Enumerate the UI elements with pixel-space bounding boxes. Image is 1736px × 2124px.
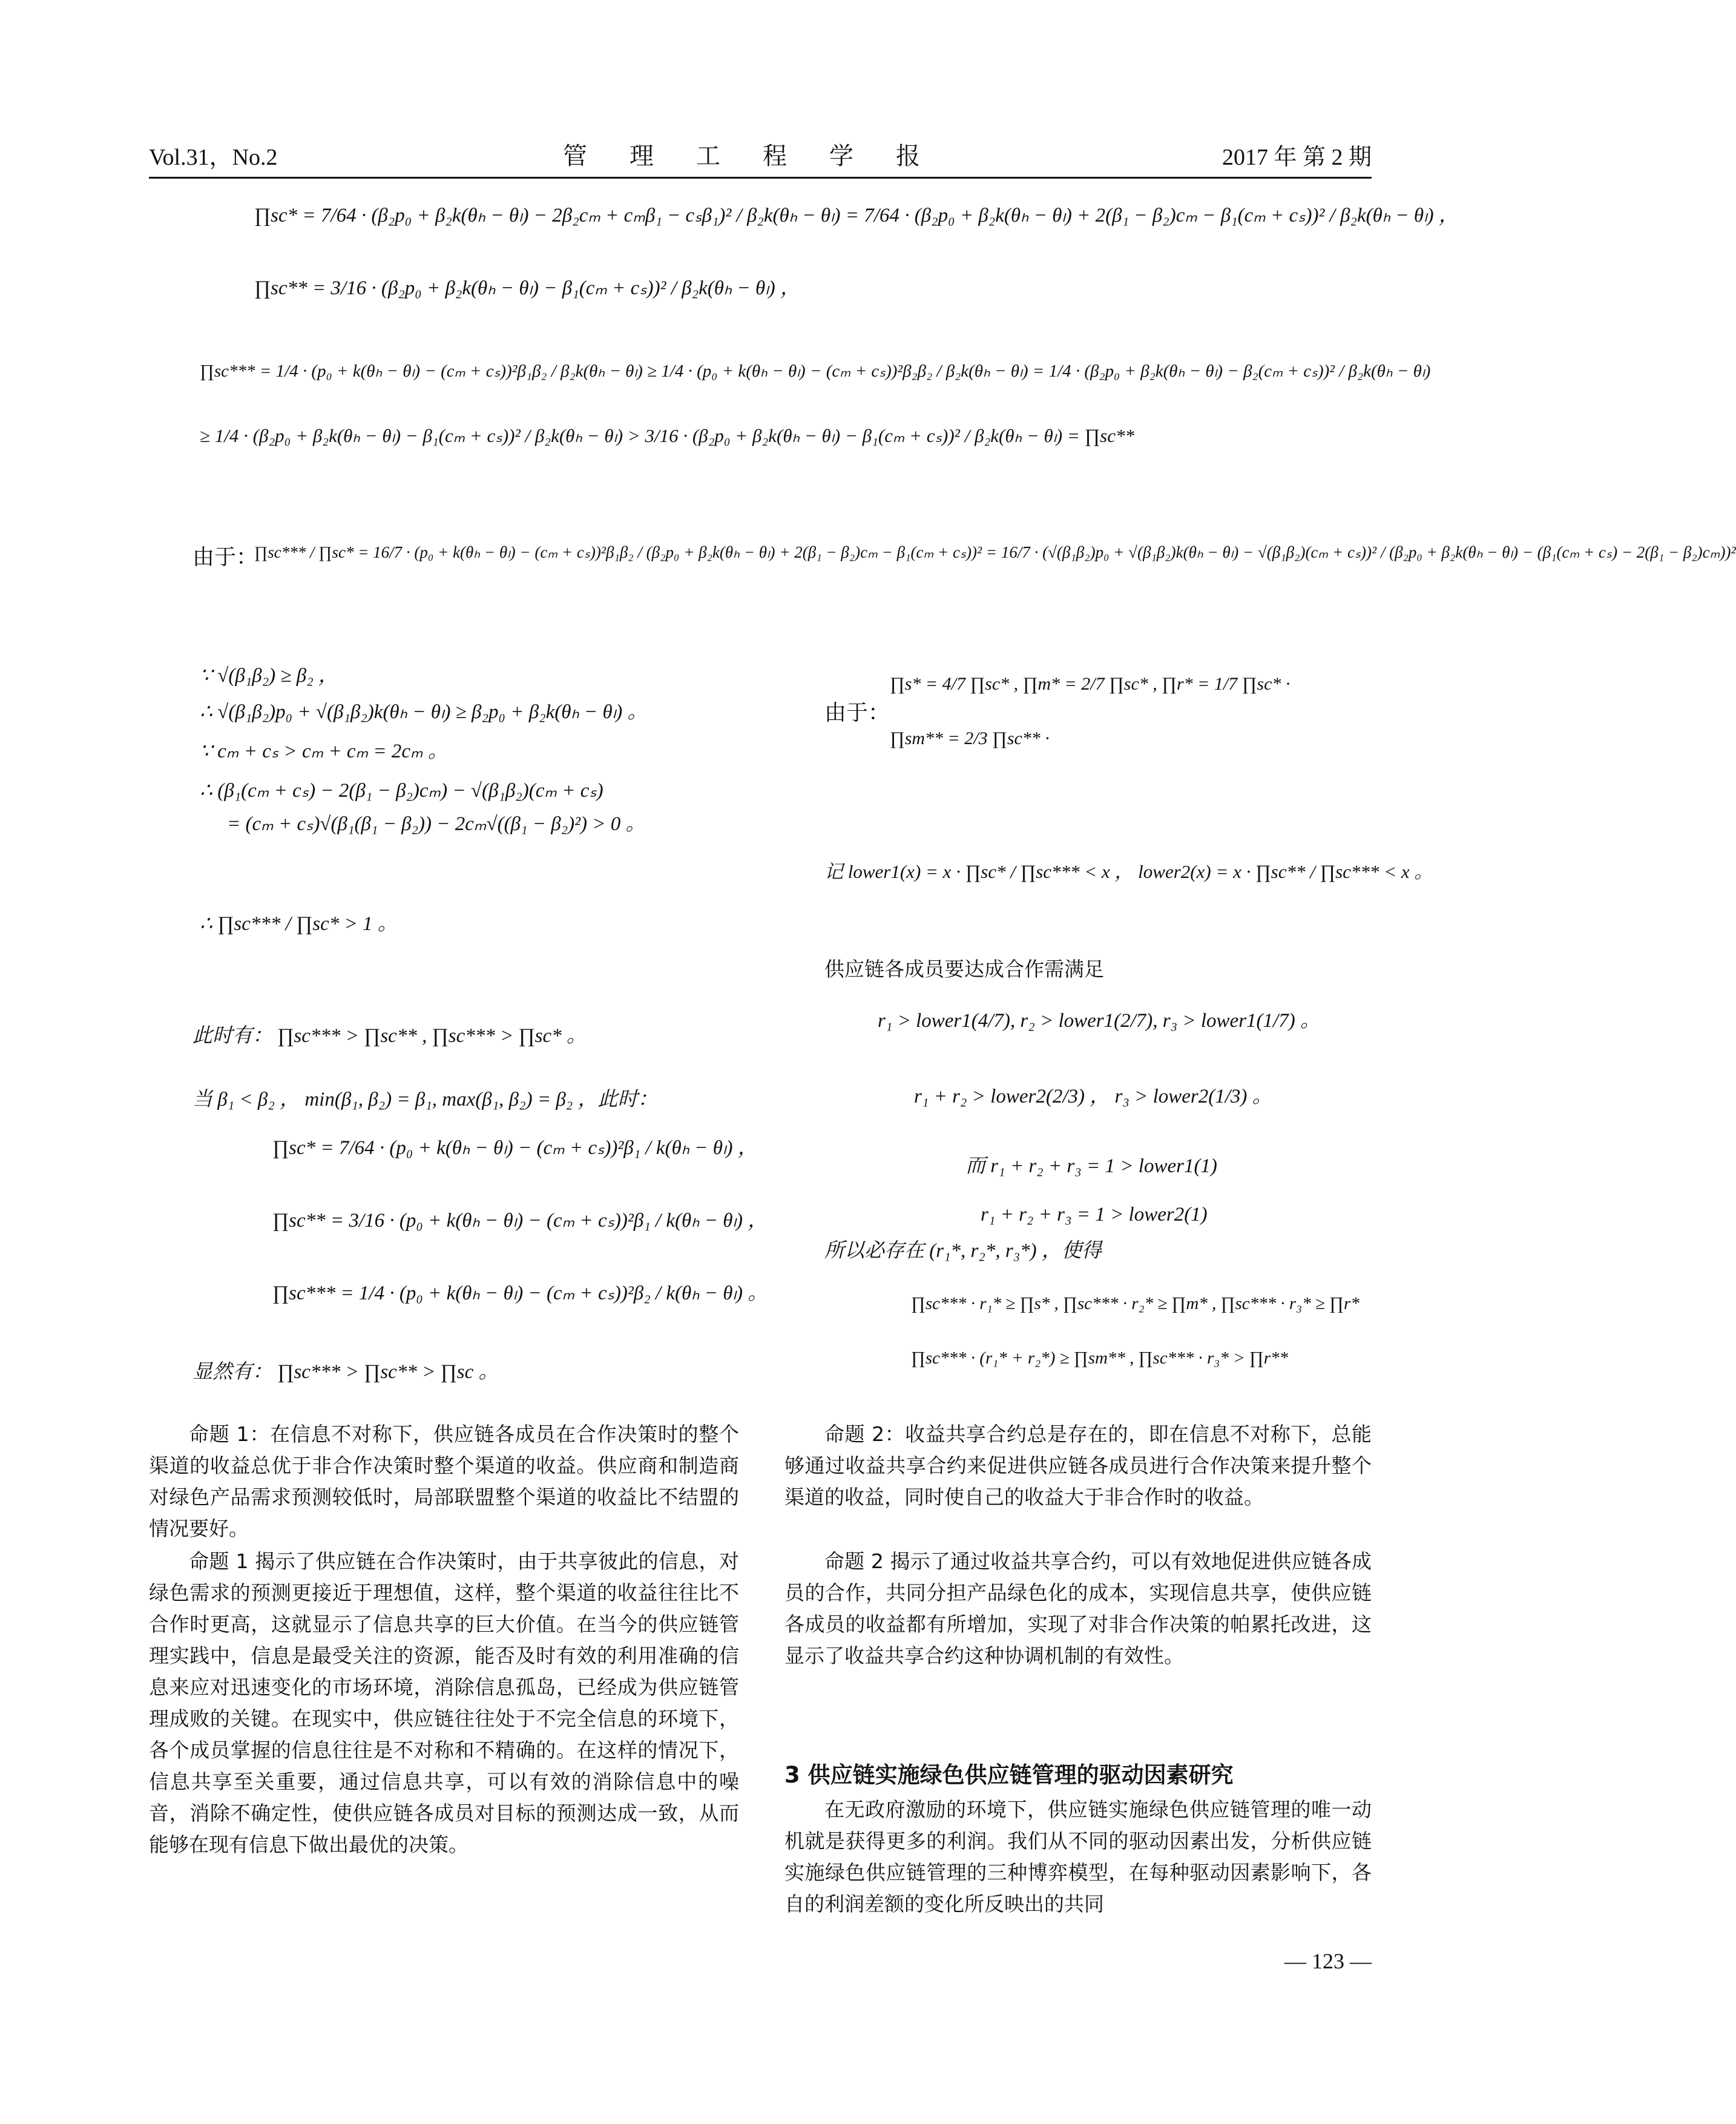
equation-because-1: ∵ √(β₁β₂) ≥ β₂ ， [200,665,338,687]
equation-therefore-2b: = (cₘ + cₛ)√(β₁(β₁ − β₂)) − 2cₘ√((β₁ − β₂)²) > 0 。 [227,813,646,835]
equation-cond-1: r₁ > lower1(4/7), r₂ > lower1(2/7), r₃ > lower1(1/7) 。 [878,1010,1320,1032]
equation-ineq-1: ∏sc*** · r₁* ≥ ∏s* , ∏sc*** · r₂* ≥ ∏m* , ∏sc*** · r₃* ≥ ∏r* [911,1294,1360,1313]
proposition-1-paragraph: 命题 1：在信息不对称下，供应链各成员在合作决策时的整个渠道的收益总优于非合作决策时整个渠道的收益。供应商和制造商对绿色产品需求预测较低时，局部联盟整个渠道的收益比不结盟的情况要好。 [149,1422,739,1540]
coop-condition-text: 供应链各成员要达成合作需满足 [824,957,1104,981]
journal-issue: 2017 年 第 2 期 [1221,145,1372,170]
equation-when: 当 β₁ < β₂ ， min(β₁, β₂) = β₁, max(β₁, β₂) = β₂ ，此时： [192,1089,658,1110]
equation-therefore-3: ∴ ∏sc*** / ∏sc* > 1 。 [200,913,398,935]
right-since-label: 由于： [824,701,890,725]
equation-ineq-2: ∏sc*** · (r₁* + r₂*) ≥ ∏sm** , ∏sc*** · r₃* > ∏r** [911,1348,1289,1368]
equation-therefore-2a: ∴ (β₁(cₘ + cₛ) − 2(β₁ − β₂)cₘ) − √(β₁β₂)(cₘ + cₛ) [200,780,603,802]
equation-pi-sc-3star-line2: ≥ 1/4 · (β₂p₀ + β₂k(θₕ − θₗ) − β₁(cₘ + cₛ))² / β₂k(θₕ − θₗ) > 3/16 · (β₂p₀ + β₂k(θₕ − θₗ) − β₁(cₘ + cₛ))² / β₂k(θₕ − θₗ) = ∏sc** [200,425,1135,446]
equation-ratio: ∏sc*** / ∏sc* = 16/7 · (p₀ + k(θₕ − θₗ) − (cₘ + cₛ))²β₁β₂ / (β₂p₀ + β₂k(θₕ − θₗ) + 2(β₁ − β₂)cₘ − β₁(cₘ + cₛ))² = 16/7 · (√(β₁β₂)p₀ + √(β₁β₂)k(θₕ − θₗ) − √(β₁β₂)(cₘ + cₛ))² / (β₂p₀ + β₂k(θₕ − θₗ) − (β₁(cₘ + cₛ) − 2(β₁ − β₂)cₘ))² [254,543,1736,561]
section-3-title: 3 供应链实施绿色供应链管理的驱动因素研究 [784,1762,1234,1788]
equation-exists: 所以必存在 (r₁*, r₂*, r₃*) ，使得 [824,1240,1102,1262]
journal-volume: Vol.31，No.2 [149,145,278,170]
equation-right-since-1: ∏s* = 4/7 ∏sc* , ∏m* = 2/7 ∏sc* , ∏r* = 1/7 ∏sc* · [890,674,1290,694]
proposition-1-discussion-paragraph: 命题 1 揭示了供应链在合作决策时，由于共享彼此的信息，对绿色需求的预测更接近于理想值，这样，整个渠道的收益往往比不合作时更高，这就显示了信息共享的巨大价值。在当今的供应链管理实践中，信息是最受关注的资源，能否及时有效的利用准确的信息来应对迅速变化的市场环境，消除信息孤岛，已经成为供应链管理成败的关键。在现实中，供应链往往处于不完全信息的环境下，各个成员掌握的信息往往是不对称和不精确的。在这样的情况下，信息共享至关重要，通过信息共享，可以有效的消除信息中的噪音，消除不确定性，使供应链各成员对目标的预测达成一致，从而能够在现有信息下做出最优的决策。 [149,1549,739,1856]
equation-now-have: 此时有： ∏sc*** > ∏sc** , ∏sc*** > ∏sc* 。 [192,1025,587,1047]
proposition-2-discussion-paragraph: 命题 2 揭示了通过收益共享合约，可以有效地促进供应链各成员的合作，共同分担产品绿色化的成本，实现信息共享，使供应链各成员的收益都有所增加，实现了对非合作决策的帕累托改进，这显示了收益共享合约这种协调机制的有效性。 [784,1549,1372,1667]
journal-title: 管 理 工 程 学 报 [563,142,938,170]
proposition-2-paragraph: 命题 2：收益共享合约总是存在的，即在信息不对称下，总能够通过收益共享合约来促进供应链各成员进行合作决策来提升整个渠道的收益，同时使自己的收益大于非合作时的收益。 [784,1422,1372,1509]
page-number: — 123 — [1284,1949,1372,1973]
equation-right-since-2: ∏sm** = 2/3 ∏sc** · [890,728,1050,748]
section-3-paragraph: 在无政府激励的环境下，供应链实施绿色供应链管理的唯一动机就是获得更多的利润。我们从不同的驱动因素出发，分析供应链实施绿色供应链管理的三种博弈模型，在每种驱动因素影响下，各自的利润差额的变化所反映出的共同 [784,1798,1372,1916]
equation-lower-def: 记 lower1(x) = x · ∏sc* / ∏sc*** < x ， lower2(x) = x · ∏sc** / ∏sc*** < x 。 [824,861,1433,882]
equation-obviously: 显然有： ∏sc*** > ∏sc** > ∏sc 。 [192,1361,499,1383]
equation-case-pi3: ∏sc*** = 1/4 · (p₀ + k(θₕ − θₗ) − (cₘ + cₛ))²β₂ / k(θₕ − θₗ) 。 [272,1282,768,1304]
equation-pi-sc-2star: ∏sc** = 3/16 · (β₂p₀ + β₂k(θₕ − θₗ) − β₁(cₘ + cₛ))² / β₂k(θₕ − θₗ) ， [254,277,800,299]
since-label: 由于： [192,545,258,570]
equation-case-pi1: ∏sc* = 7/64 · (p₀ + k(θₕ − θₗ) − (cₘ + cₛ))²β₁ / k(θₕ − θₗ) ， [272,1137,758,1159]
equation-cond-2: r₁ + r₂ > lower2(2/3) ， r₃ > lower2(1/3) 。 [914,1086,1272,1107]
equation-therefore-1: ∴ √(β₁β₂)p₀ + √(β₁β₂)k(θₕ − θₗ) ≥ β₂p₀ + β₂k(θₕ − θₗ) 。 [200,701,648,723]
equation-cond-3: 而 r₁ + r₂ + r₃ = 1 > lower1(1) [965,1155,1217,1177]
equation-case-pi2: ∏sc** = 3/16 · (p₀ + k(θₕ − θₗ) − (cₘ + cₛ))²β₁ / k(θₕ − θₗ) ， [272,1210,768,1232]
equation-pi-sc-3star-line1: ∏sc*** = 1/4 · (p₀ + k(θₕ − θₗ) − (cₘ + cₛ))²β₁β₂ / β₂k(θₕ − θₗ) ≥ 1/4 · (p₀ + k(θₕ − θₗ) − (cₘ + cₛ))²β₂β₂ / β₂k(θₕ − θₗ) = 1/4 · (β₂p₀ + β₂k(θₕ − θₗ) − β₂(cₘ + cₛ))² / β₂k(θₕ − θₗ) [200,361,1431,381]
header-rule [149,177,1372,179]
equation-pi-sc-star: ∏sc* = 7/64 · (β₂p₀ + β₂k(θₕ − θₗ) − 2β₂cₘ + cₘβ₁ − cₛβ₁)² / β₂k(θₕ − θₗ) = 7/64 · (β₂p₀ + β₂k(θₕ − θₗ) + 2(β₁ − β₂)cₘ − β₁(cₘ + cₛ))² / β₂k(θₕ − θₗ) ， [254,205,1459,226]
equation-because-2: ∵ cₘ + cₛ > cₘ + cₘ = 2cₘ 。 [200,740,448,762]
equation-cond-4: r₁ + r₂ + r₃ = 1 > lower2(1) [981,1204,1208,1225]
